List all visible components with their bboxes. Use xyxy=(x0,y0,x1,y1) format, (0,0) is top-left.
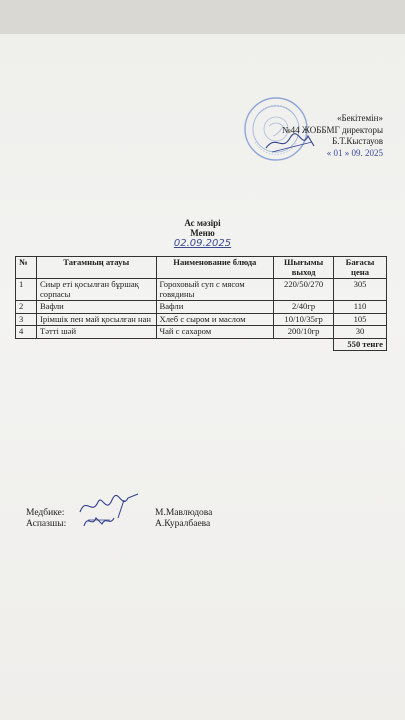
menu-date: 02.09.2025 xyxy=(173,238,232,249)
row-price: 305 xyxy=(334,279,387,301)
total-value: 550 тенге xyxy=(334,338,387,351)
row-num: 1 xyxy=(16,279,37,301)
row-price: 110 xyxy=(334,301,387,314)
menu-table xyxy=(15,256,387,351)
table-total-row xyxy=(16,338,387,351)
header-price: Бағасы цена xyxy=(334,257,387,279)
nurse-signature-line xyxy=(26,508,213,519)
approval-date: « 01 » 09. 2025 xyxy=(326,147,383,158)
director-signature xyxy=(262,130,322,156)
row-num: 3 xyxy=(16,313,37,326)
header-name-kz: Тағамның атауы xyxy=(36,257,156,279)
table-row xyxy=(16,313,387,326)
row-num: 2 xyxy=(16,301,37,314)
header-num: № xyxy=(16,257,37,279)
approval-director-name: Б.Т.Кыстауов xyxy=(332,136,383,146)
cook-label: Аспазшы: xyxy=(26,519,67,529)
row-output: 10/10/35гр xyxy=(274,313,334,326)
row-name-kz: Тәтті шәй xyxy=(36,326,156,339)
row-name-kz: Ірімшік пен май қосылған нан xyxy=(36,313,156,326)
cook-signature xyxy=(82,512,116,530)
approval-heading: «Бекітемін» xyxy=(337,113,383,123)
menu-title-kz: Ас мәзірі xyxy=(184,218,221,228)
row-name-ru: Вафли xyxy=(156,301,274,314)
table-row xyxy=(16,326,387,339)
row-num: 4 xyxy=(16,326,37,339)
nurse-label: Медбике: xyxy=(26,508,65,518)
cook-signature-line xyxy=(26,519,211,530)
row-price: 105 xyxy=(334,313,387,326)
row-name-ru: Гороховый суп с мясом говядины xyxy=(156,279,274,301)
table-header-row xyxy=(16,257,387,279)
header-name-ru: Наименование блюда xyxy=(156,257,274,279)
table-row xyxy=(16,301,387,314)
row-name-ru: Хлеб с сыром и маслом xyxy=(156,313,274,326)
row-output: 220/50/270 xyxy=(274,279,334,301)
row-output: 2/40гр xyxy=(274,301,334,314)
approval-position: №44 ЖОББМГ директоры xyxy=(282,124,383,135)
cook-name: А.Куралбаева xyxy=(155,519,211,529)
nurse-name: М.Мавлюдова xyxy=(155,508,213,518)
row-price: 30 xyxy=(334,326,387,339)
total-spacer xyxy=(16,338,334,351)
menu-title-ru: Меню xyxy=(190,228,215,238)
row-output: 200/10гр xyxy=(274,326,334,339)
row-name-kz: Вафли xyxy=(36,301,156,314)
header-output: Шығымы выход xyxy=(274,257,334,279)
row-name-ru: Чай с сахаром xyxy=(156,326,274,339)
table-row xyxy=(16,279,387,301)
row-name-kz: Сиыр еті қосылған бұршақ сорпасы xyxy=(36,279,156,301)
